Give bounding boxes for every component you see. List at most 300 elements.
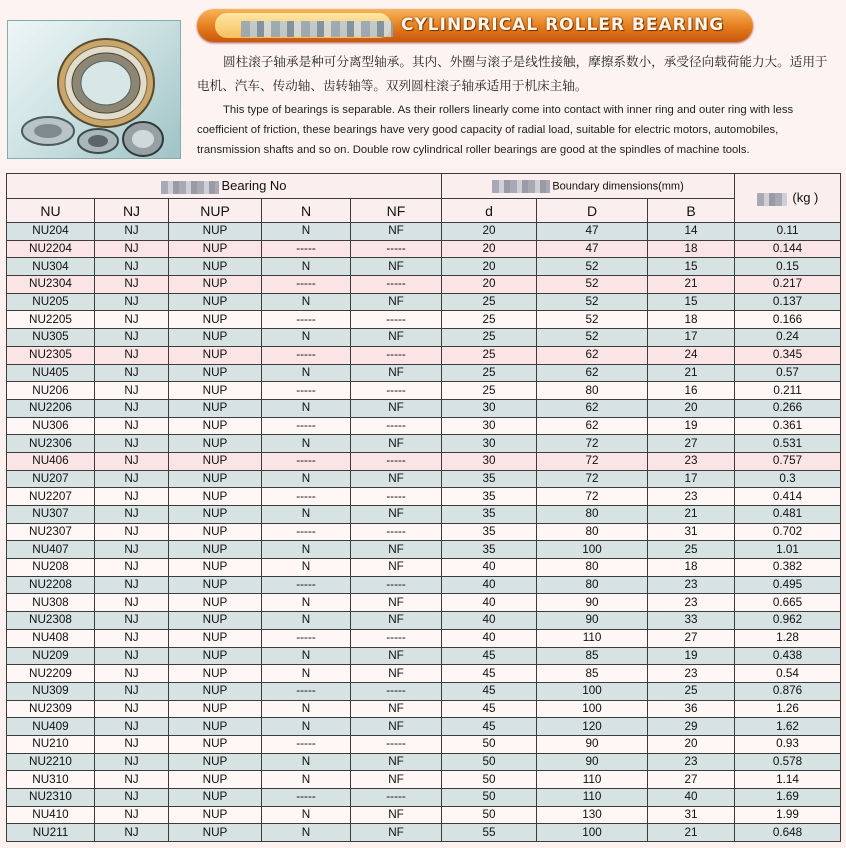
cell-nf: NF (351, 700, 442, 718)
cell-d: 40 (442, 559, 537, 577)
cell-D: 110 (537, 629, 648, 647)
table-row (7, 594, 841, 612)
col-header-d: d (442, 199, 537, 223)
cell-D: 110 (537, 789, 648, 807)
col-header-n: N (262, 199, 351, 223)
cell-n: ----- (262, 311, 351, 329)
cell-nj: NJ (95, 559, 169, 577)
cell-d: 50 (442, 753, 537, 771)
cell-D: 52 (537, 276, 648, 294)
cell-D: 52 (537, 329, 648, 347)
cell-nu: NU308 (7, 594, 95, 612)
group-header-dimensions (442, 174, 735, 199)
table-row (7, 789, 841, 807)
cell-n: ----- (262, 523, 351, 541)
cell-n: N (262, 258, 351, 276)
cell-nup: NUP (169, 452, 262, 470)
cell-d: 35 (442, 488, 537, 506)
cell-w: 0.876 (735, 682, 841, 700)
cell-w: 0.217 (735, 276, 841, 294)
cell-B: 31 (648, 806, 735, 824)
cell-nj: NJ (95, 382, 169, 400)
cell-D: 90 (537, 594, 648, 612)
cell-d: 25 (442, 293, 537, 311)
cell-d: 20 (442, 276, 537, 294)
cell-w: 0.24 (735, 329, 841, 347)
cell-w: 0.414 (735, 488, 841, 506)
cell-D: 90 (537, 735, 648, 753)
cell-nu: NU2309 (7, 700, 95, 718)
cell-d: 30 (442, 452, 537, 470)
cell-D: 90 (537, 753, 648, 771)
cell-D: 100 (537, 700, 648, 718)
cell-nu: NU2307 (7, 523, 95, 541)
cell-B: 23 (648, 576, 735, 594)
cell-B: 33 (648, 612, 735, 630)
cell-nj: NJ (95, 435, 169, 453)
cell-nup: NUP (169, 824, 262, 842)
cell-nj: NJ (95, 293, 169, 311)
cell-D: 130 (537, 806, 648, 824)
cell-nj: NJ (95, 223, 169, 241)
cell-D: 52 (537, 293, 648, 311)
cell-w: 0.144 (735, 240, 841, 258)
cell-nj: NJ (95, 735, 169, 753)
cell-nj: NJ (95, 240, 169, 258)
cell-nj: NJ (95, 789, 169, 807)
table-row (7, 612, 841, 630)
cell-B: 19 (648, 647, 735, 665)
cell-d: 25 (442, 382, 537, 400)
cell-n: N (262, 364, 351, 382)
cell-D: 100 (537, 824, 648, 842)
cell-B: 23 (648, 665, 735, 683)
cell-d: 35 (442, 470, 537, 488)
cell-d: 45 (442, 647, 537, 665)
banner-logo-area (215, 13, 391, 38)
col-header-B: B (648, 199, 735, 223)
page-title: CYLINDRICAL ROLLER BEARING (401, 15, 725, 35)
cell-B: 27 (648, 771, 735, 789)
table-row (7, 435, 841, 453)
cell-nup: NUP (169, 806, 262, 824)
cell-nu: NU207 (7, 470, 95, 488)
dimensions-label: Boundary dimensions(mm) (552, 179, 684, 192)
cell-nup: NUP (169, 594, 262, 612)
cell-nf: NF (351, 541, 442, 559)
cell-nf: ----- (351, 346, 442, 364)
bearing-photo (7, 20, 181, 159)
cell-w: 0.962 (735, 612, 841, 630)
cell-nj: NJ (95, 824, 169, 842)
cell-nu: NU211 (7, 824, 95, 842)
cell-nu: NU2308 (7, 612, 95, 630)
cell-nup: NUP (169, 718, 262, 736)
bearing-illustration (8, 21, 181, 159)
cell-w: 1.99 (735, 806, 841, 824)
cell-D: 62 (537, 417, 648, 435)
cell-nu: NU2304 (7, 276, 95, 294)
cell-D: 72 (537, 470, 648, 488)
cell-B: 15 (648, 293, 735, 311)
cell-n: ----- (262, 576, 351, 594)
table-row (7, 276, 841, 294)
cell-nup: NUP (169, 612, 262, 630)
cell-nup: NUP (169, 399, 262, 417)
cell-B: 16 (648, 382, 735, 400)
cell-nj: NJ (95, 311, 169, 329)
cell-d: 40 (442, 594, 537, 612)
blurred-label (492, 180, 550, 193)
cell-w: 0.137 (735, 293, 841, 311)
cell-nu: NU2210 (7, 753, 95, 771)
cell-nf: NF (351, 506, 442, 524)
cell-w: 1.62 (735, 718, 841, 736)
cell-w: 0.702 (735, 523, 841, 541)
cell-w: 0.57 (735, 364, 841, 382)
cell-nj: NJ (95, 258, 169, 276)
cell-d: 25 (442, 364, 537, 382)
cell-nu: NU310 (7, 771, 95, 789)
cell-n: N (262, 506, 351, 524)
table-row (7, 559, 841, 577)
cell-nu: NU408 (7, 629, 95, 647)
cell-D: 90 (537, 612, 648, 630)
cell-B: 21 (648, 506, 735, 524)
col-header-nf: NF (351, 199, 442, 223)
cell-d: 40 (442, 576, 537, 594)
cell-nf: ----- (351, 488, 442, 506)
cell-d: 25 (442, 329, 537, 347)
cell-d: 20 (442, 240, 537, 258)
cell-D: 80 (537, 382, 648, 400)
cell-d: 45 (442, 718, 537, 736)
cell-nj: NJ (95, 576, 169, 594)
cell-d: 35 (442, 506, 537, 524)
cell-B: 23 (648, 753, 735, 771)
table-row (7, 753, 841, 771)
cell-n: N (262, 541, 351, 559)
cell-w: 0.438 (735, 647, 841, 665)
cell-nj: NJ (95, 771, 169, 789)
cell-nj: NJ (95, 329, 169, 347)
cell-nf: NF (351, 470, 442, 488)
cell-nu: NU2206 (7, 399, 95, 417)
cell-nf: ----- (351, 417, 442, 435)
cell-n: ----- (262, 240, 351, 258)
cell-B: 15 (648, 258, 735, 276)
cell-n: N (262, 399, 351, 417)
cell-B: 25 (648, 682, 735, 700)
cell-nup: NUP (169, 435, 262, 453)
table-row (7, 647, 841, 665)
cell-n: N (262, 293, 351, 311)
cell-D: 47 (537, 240, 648, 258)
cell-nup: NUP (169, 665, 262, 683)
cell-nu: NU206 (7, 382, 95, 400)
cell-nf: ----- (351, 629, 442, 647)
cell-nup: NUP (169, 382, 262, 400)
cell-B: 40 (648, 789, 735, 807)
cell-B: 20 (648, 735, 735, 753)
cell-d: 40 (442, 629, 537, 647)
cell-nu: NU2306 (7, 435, 95, 453)
cell-d: 45 (442, 682, 537, 700)
cell-d: 30 (442, 399, 537, 417)
cell-nu: NU205 (7, 293, 95, 311)
cell-B: 21 (648, 824, 735, 842)
table-row (7, 470, 841, 488)
cell-nu: NU410 (7, 806, 95, 824)
cell-nu: NU2204 (7, 240, 95, 258)
cell-B: 27 (648, 629, 735, 647)
cell-nup: NUP (169, 541, 262, 559)
cell-nj: NJ (95, 665, 169, 683)
cell-nup: NUP (169, 506, 262, 524)
cell-w: 1.26 (735, 700, 841, 718)
cell-d: 50 (442, 771, 537, 789)
cell-d: 20 (442, 258, 537, 276)
cell-nup: NUP (169, 311, 262, 329)
table-row (7, 364, 841, 382)
table-row (7, 771, 841, 789)
cell-w: 0.481 (735, 506, 841, 524)
cell-n: N (262, 559, 351, 577)
cell-D: 80 (537, 576, 648, 594)
cell-w: 0.382 (735, 559, 841, 577)
cell-d: 50 (442, 735, 537, 753)
cell-B: 18 (648, 240, 735, 258)
cell-n: N (262, 806, 351, 824)
cell-B: 24 (648, 346, 735, 364)
table-row (7, 452, 841, 470)
cell-nj: NJ (95, 452, 169, 470)
cell-nj: NJ (95, 682, 169, 700)
table-row (7, 541, 841, 559)
table-row (7, 682, 841, 700)
cell-w: 1.01 (735, 541, 841, 559)
cell-nf: ----- (351, 576, 442, 594)
cell-nf: NF (351, 612, 442, 630)
header-section (0, 0, 846, 168)
cell-n: ----- (262, 452, 351, 470)
cell-d: 30 (442, 435, 537, 453)
cell-B: 21 (648, 276, 735, 294)
cell-w: 0.266 (735, 399, 841, 417)
cell-D: 100 (537, 682, 648, 700)
cell-d: 35 (442, 523, 537, 541)
cell-nu: NU2207 (7, 488, 95, 506)
table-row (7, 735, 841, 753)
table-row (7, 629, 841, 647)
cell-nj: NJ (95, 718, 169, 736)
blurred-label (757, 193, 787, 206)
cell-w: 0.531 (735, 435, 841, 453)
cell-nf: NF (351, 753, 442, 771)
table-row (7, 824, 841, 842)
cell-nup: NUP (169, 559, 262, 577)
table-row (7, 311, 841, 329)
cell-nf: NF (351, 806, 442, 824)
cell-nf: NF (351, 771, 442, 789)
table-row (7, 399, 841, 417)
cell-nup: NUP (169, 700, 262, 718)
blurred-label (161, 181, 219, 194)
cell-nf: ----- (351, 276, 442, 294)
cell-nf: NF (351, 824, 442, 842)
cell-d: 25 (442, 311, 537, 329)
cell-n: ----- (262, 682, 351, 700)
cell-nj: NJ (95, 594, 169, 612)
cell-nj: NJ (95, 276, 169, 294)
table-row (7, 806, 841, 824)
cell-nup: NUP (169, 576, 262, 594)
cell-nup: NUP (169, 223, 262, 241)
cell-nf: ----- (351, 735, 442, 753)
cell-w: 0.54 (735, 665, 841, 683)
cell-D: 62 (537, 364, 648, 382)
cell-B: 23 (648, 594, 735, 612)
cell-B: 17 (648, 470, 735, 488)
cell-nu: NU309 (7, 682, 95, 700)
cell-n: N (262, 647, 351, 665)
cell-n: N (262, 753, 351, 771)
cell-D: 85 (537, 647, 648, 665)
cell-w: 0.3 (735, 470, 841, 488)
cell-nf: NF (351, 647, 442, 665)
cell-n: ----- (262, 735, 351, 753)
cell-nu: NU2205 (7, 311, 95, 329)
cell-nf: ----- (351, 452, 442, 470)
cell-nf: NF (351, 399, 442, 417)
cell-nup: NUP (169, 346, 262, 364)
blurred-logo-text (241, 21, 393, 37)
cell-nj: NJ (95, 417, 169, 435)
cell-n: ----- (262, 417, 351, 435)
cell-D: 52 (537, 311, 648, 329)
cell-D: 72 (537, 488, 648, 506)
table-body (7, 223, 841, 842)
cell-D: 100 (537, 541, 648, 559)
cell-w: 0.93 (735, 735, 841, 753)
cell-nu: NU306 (7, 417, 95, 435)
cell-B: 23 (648, 488, 735, 506)
cell-d: 50 (442, 806, 537, 824)
table-row (7, 346, 841, 364)
bearing-no-label: Bearing No (221, 178, 287, 194)
cell-B: 31 (648, 523, 735, 541)
table-row (7, 523, 841, 541)
cell-nup: NUP (169, 364, 262, 382)
cell-B: 23 (648, 452, 735, 470)
cell-nu: NU210 (7, 735, 95, 753)
cell-w: 1.69 (735, 789, 841, 807)
cell-n: ----- (262, 382, 351, 400)
cell-n: ----- (262, 629, 351, 647)
cell-nj: NJ (95, 541, 169, 559)
table-row (7, 417, 841, 435)
cell-nu: NU304 (7, 258, 95, 276)
cell-nj: NJ (95, 506, 169, 524)
cell-nj: NJ (95, 346, 169, 364)
group-header-bearing-no (7, 174, 442, 199)
cell-B: 21 (648, 364, 735, 382)
cell-B: 20 (648, 399, 735, 417)
cell-nup: NUP (169, 470, 262, 488)
table-row (7, 240, 841, 258)
cell-n: N (262, 612, 351, 630)
cell-w: 0.665 (735, 594, 841, 612)
cell-w: 1.14 (735, 771, 841, 789)
cell-nj: NJ (95, 364, 169, 382)
cell-D: 62 (537, 346, 648, 364)
table-row (7, 382, 841, 400)
cell-nup: NUP (169, 329, 262, 347)
cell-B: 25 (648, 541, 735, 559)
cell-nup: NUP (169, 647, 262, 665)
table-row (7, 506, 841, 524)
cell-nf: NF (351, 329, 442, 347)
cell-d: 55 (442, 824, 537, 842)
cell-w: 0.495 (735, 576, 841, 594)
cell-w: 0.757 (735, 452, 841, 470)
cell-nup: NUP (169, 258, 262, 276)
weight-header (735, 174, 841, 223)
cell-d: 45 (442, 700, 537, 718)
cell-nj: NJ (95, 523, 169, 541)
cell-nu: NU2209 (7, 665, 95, 683)
cell-D: 120 (537, 718, 648, 736)
cell-nf: NF (351, 293, 442, 311)
col-header-nu: NU (7, 199, 95, 223)
table-row (7, 223, 841, 241)
cell-n: N (262, 329, 351, 347)
cell-d: 40 (442, 612, 537, 630)
cell-n: ----- (262, 276, 351, 294)
cell-D: 72 (537, 452, 648, 470)
cell-nf: NF (351, 594, 442, 612)
cell-B: 14 (648, 223, 735, 241)
cell-nup: NUP (169, 293, 262, 311)
cell-nf: NF (351, 559, 442, 577)
cell-w: 0.15 (735, 258, 841, 276)
col-header-D: D (537, 199, 648, 223)
cell-d: 25 (442, 346, 537, 364)
cell-nf: NF (351, 223, 442, 241)
cell-nj: NJ (95, 700, 169, 718)
cell-nup: NUP (169, 276, 262, 294)
cell-nf: ----- (351, 240, 442, 258)
cell-nj: NJ (95, 488, 169, 506)
cell-n: ----- (262, 346, 351, 364)
cell-n: N (262, 223, 351, 241)
cell-w: 0.166 (735, 311, 841, 329)
cell-nu: NU2310 (7, 789, 95, 807)
cell-n: N (262, 470, 351, 488)
cell-nj: NJ (95, 399, 169, 417)
cell-n: N (262, 824, 351, 842)
cell-nf: NF (351, 665, 442, 683)
cell-nu: NU406 (7, 452, 95, 470)
cell-nf: ----- (351, 682, 442, 700)
cell-nup: NUP (169, 523, 262, 541)
cell-n: ----- (262, 488, 351, 506)
cell-nu: NU204 (7, 223, 95, 241)
cell-nf: ----- (351, 382, 442, 400)
cell-w: 0.578 (735, 753, 841, 771)
table-row (7, 329, 841, 347)
col-header-nj: NJ (95, 199, 169, 223)
